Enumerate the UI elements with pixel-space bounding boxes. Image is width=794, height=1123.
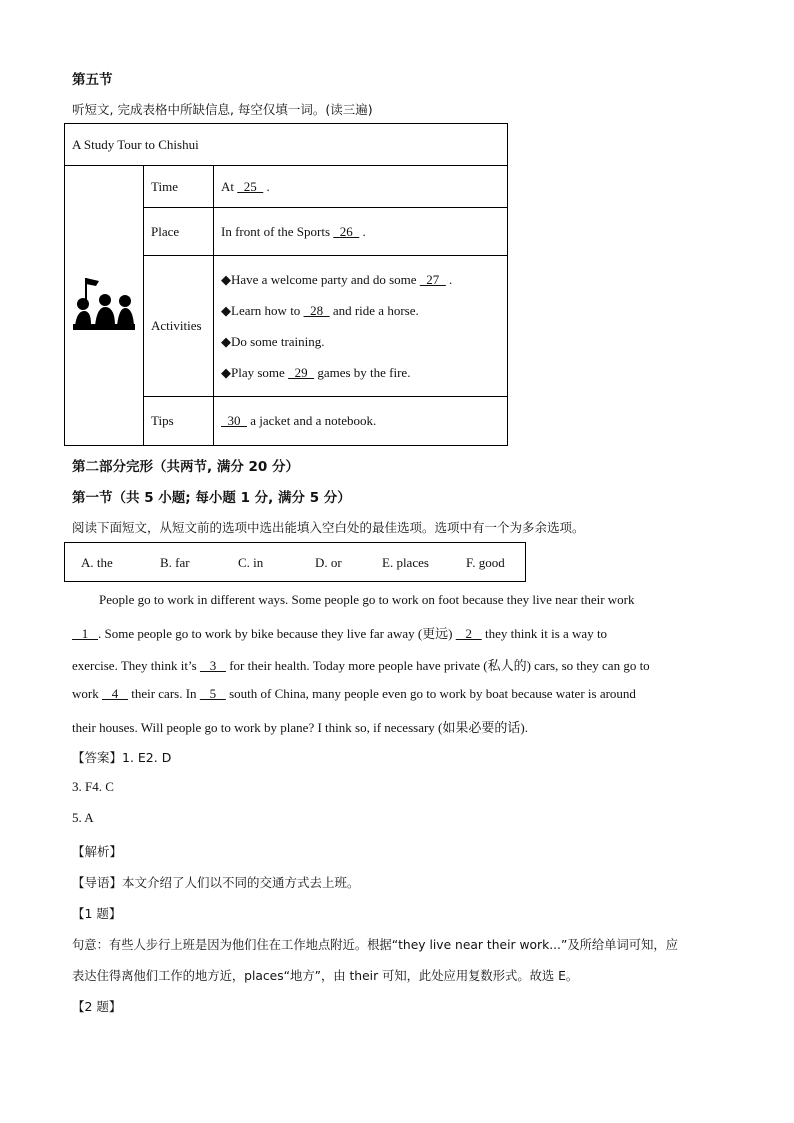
activity-item: ◆Learn how to 28 and ride a horse. — [221, 303, 419, 318]
blank-25: 25 — [237, 178, 264, 194]
q1-explanation-line-2: 表达住得离他们工作的地方近，places“地方”，由 their 可知，此处应用复数形式。故选 E。 — [72, 969, 579, 983]
cloze-instruction: 阅读下面短文，从短文前的选项中选出能填入空白处的最佳选项。选项中有一个为多余选项。 — [72, 520, 585, 535]
option-c: C. in — [238, 555, 264, 570]
blank-1: 1 — [72, 626, 98, 641]
study-tour-table — [64, 123, 508, 446]
place-label: Place — [144, 208, 214, 256]
blank-30: 30 — [221, 413, 247, 428]
blank-26: 26 — [333, 223, 360, 239]
blank-3: 3 — [199, 658, 226, 673]
q1-explanation-line-1: 句意：有些人步行上班是因为他们住在工作地点附近。根据“they live near their work...”及所给单词可知，应 — [72, 938, 678, 952]
answer-line-3: 5. A — [72, 810, 94, 825]
part2-heading: 第二部分完形（共两节, 满分 20 分） — [72, 459, 300, 475]
section5-instruction: 听短文, 完成表格中所缺信息, 每空仅填一词。(读三遍) — [72, 102, 373, 117]
blank-5: 5 — [199, 686, 226, 701]
q2-heading: 【2 题】 — [72, 999, 122, 1014]
answer-line-1: 【答案】1. E2. D — [72, 750, 172, 765]
tips-value: 30 a jacket and a notebook. — [214, 397, 508, 446]
activity-item: ◆Play some 29 games by the fire. — [221, 365, 411, 380]
blank-29: 29 — [288, 365, 315, 380]
option-b: B. far — [160, 555, 190, 570]
section1-heading: 第一节（共 5 小题; 每小题 1 分, 满分 5 分） — [72, 490, 351, 506]
table-title: A Study Tour to Chishui — [65, 124, 508, 166]
activities-list — [214, 256, 508, 397]
analysis-heading: 【解析】 — [72, 844, 123, 859]
tour-image — [65, 166, 144, 446]
activities-label: Activities — [144, 256, 214, 397]
passage-line-2: 1 . Some people go to work by bike because they live far away (更远) 2 they think it is a way to — [72, 626, 608, 641]
passage-line-3: exercise. They think it’s 3 for their health. Today more people have private (私人的) cars, so they can go to — [72, 658, 650, 673]
blank-4: 4 — [101, 686, 128, 701]
tips-label: Tips — [144, 397, 214, 446]
guide-text: 【导语】本文介绍了人们以不同的交通方式去上班。 — [72, 875, 360, 890]
option-f: F. good — [466, 555, 505, 570]
time-label: Time — [144, 166, 214, 208]
activity-item: ◆Do some training. — [221, 334, 325, 349]
activity-item: ◆Have a welcome party and do some 27 . — [221, 272, 453, 287]
passage-line-1: People go to work in different ways. Some people go to work on foot because they live near their work — [99, 592, 635, 607]
time-value: At 25 . — [214, 166, 508, 208]
group-flag-silhouette-icon — [69, 274, 139, 334]
q1-heading: 【1 题】 — [72, 906, 122, 921]
blank-27: 27 — [419, 272, 446, 287]
option-d: D. or — [315, 555, 342, 570]
section5-heading: 第五节 — [72, 72, 113, 88]
passage-line-4: work 4 their cars. In 5 south of China, many people even go to work by boat because water is around — [72, 686, 636, 701]
blank-2: 2 — [455, 626, 482, 641]
blank-28: 28 — [303, 303, 330, 318]
option-e: E. places — [382, 555, 429, 570]
place-value: In front of the Sports 26 . — [214, 208, 508, 256]
answer-line-2: 3. F4. C — [72, 779, 114, 794]
options-box — [64, 542, 526, 582]
option-a: A. the — [81, 555, 113, 570]
passage-line-5: their houses. Will people go to work by plane? I think so, if necessary (如果必要的话). — [72, 720, 528, 735]
